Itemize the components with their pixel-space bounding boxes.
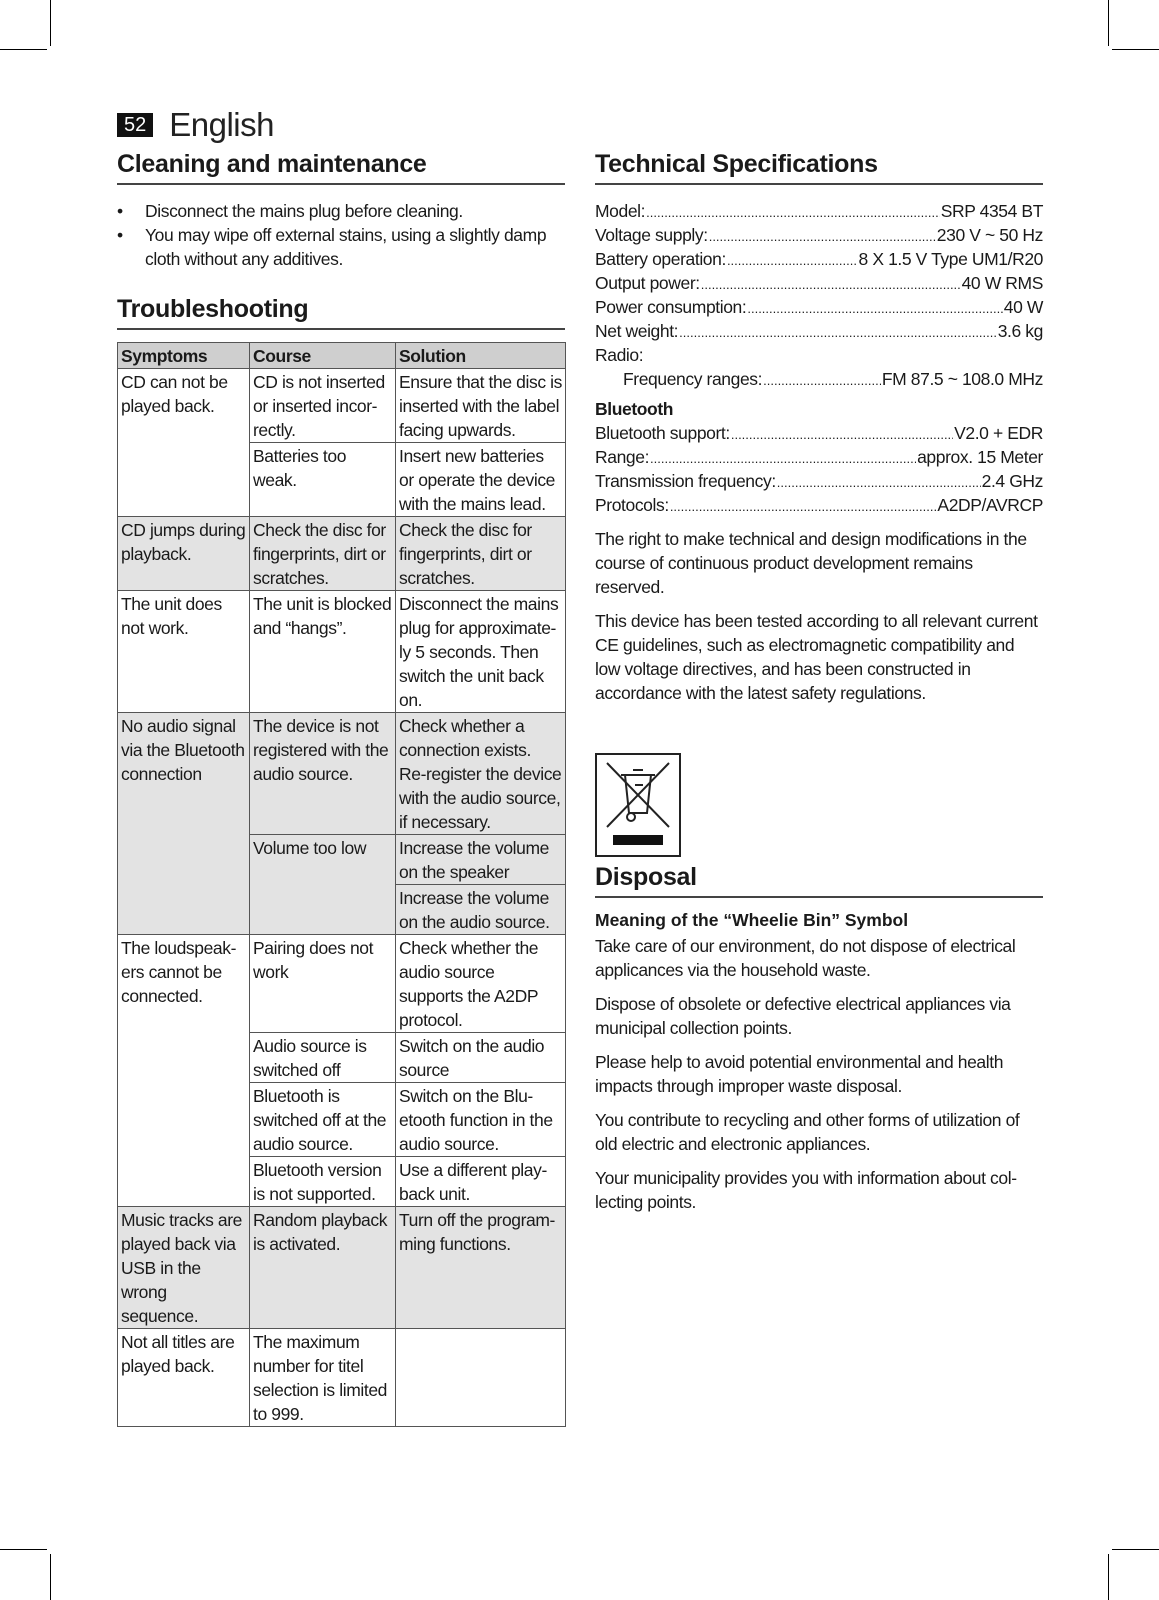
spec-row: [595, 493, 1043, 517]
spec-value: approx. 15 Meter: [917, 447, 1043, 467]
spec-value: 2.4 GHz: [981, 471, 1043, 491]
spec-row: [595, 445, 1043, 469]
spec-row: [595, 295, 1043, 319]
spec-value: A2DP/AVRCP: [937, 495, 1043, 515]
solution-cell: Check whether a connection exists. Re-register the device with the audio source, if necessary.: [396, 713, 566, 835]
table-row: [118, 1329, 566, 1427]
table-row: [118, 713, 566, 835]
spec-label: Bluetooth support:: [595, 423, 730, 443]
solution-cell: Check the disc for fingerprints, dirt or scratches.: [396, 517, 566, 591]
course-cell: Bluetooth is switched off at the audio source.: [250, 1083, 396, 1157]
table-row: [118, 1207, 566, 1329]
radio-label: Radio:: [595, 345, 644, 365]
leader-dots: [650, 445, 916, 465]
disposal-paragraph: Dispose of obsolete or defective electrical appliances via municipal collection points.: [595, 994, 1011, 1038]
solution-cell: Increase the volume on the audio source.: [396, 885, 566, 935]
table-row: [118, 517, 566, 591]
wheelie-bin-graphic: [597, 755, 679, 855]
spec-value: FM 87.5 ~ 108.0 MHz: [881, 369, 1043, 389]
course-cell: The maximum number for titel selection is limited to 999.: [250, 1329, 396, 1427]
course-cell: The unit is blocked and “hangs”.: [250, 591, 396, 713]
symptom-cell: Music tracks are played back via USB in the wrong sequence.: [118, 1207, 250, 1329]
solution-cell: Turn off the program-ming functions.: [396, 1207, 566, 1329]
course-cell: CD is not inserted or inserted incor-rectly.: [250, 369, 396, 443]
leader-dots: [670, 493, 937, 513]
symptom-cell: CD can not be played back.: [118, 369, 250, 517]
spec-label: Net weight:: [595, 321, 679, 341]
list-item: • You may wipe off external stains, using a slightly damp cloth without any additives.: [117, 223, 565, 271]
disposal-paragraph: Please help to avoid potential environmental and health impacts through improper waste disposal.: [595, 1052, 1004, 1096]
column-header: Course: [250, 343, 396, 369]
leader-dots: [646, 199, 940, 219]
right-column: [595, 150, 1043, 1214]
solution-cell: Use a different play-back unit.: [396, 1157, 566, 1207]
crop-mark: [1108, 0, 1109, 46]
page-language: English: [169, 106, 274, 143]
solution-cell: [396, 1329, 566, 1427]
column-header: Symptoms: [118, 343, 250, 369]
leader-dots: [747, 295, 1002, 315]
spec-row: [595, 271, 1043, 295]
bluetooth-heading: Bluetooth: [595, 399, 674, 419]
specs-title: Technical Specifications: [595, 150, 1043, 185]
cleaning-list: [117, 199, 565, 271]
leader-dots: [709, 223, 936, 243]
solution-cell: Switch on the audio source: [396, 1033, 566, 1083]
table-header-row: [118, 343, 566, 369]
spec-note: The right to make technical and design modifications in the course of continuous product development remains reserved.: [595, 529, 1027, 597]
disposal-subheading: Meaning of the “Wheelie Bin” Symbol: [595, 910, 909, 930]
spec-row: [595, 247, 1043, 271]
cleaning-title: Cleaning and maintenance: [117, 150, 565, 185]
leader-dots: [701, 271, 961, 291]
spec-label: Protocols:: [595, 495, 669, 515]
spec-value: SRP 4354 BT: [940, 201, 1043, 221]
solution-cell: Disconnect the mains plug for approximate-ly 5 seconds. Then switch the unit back on.: [396, 591, 566, 713]
spec-label: Voltage supply:: [595, 225, 708, 245]
page-number: 52: [117, 113, 153, 137]
spec-value: 40 W: [1003, 297, 1043, 317]
leader-dots: [777, 469, 981, 489]
course-cell: Check the disc for fingerprints, dirt or scratches.: [250, 517, 396, 591]
spec-note: This device has been tested according to all relevant current CE guidelines, such as electromagnetic compatibility and low voltage directives, and has been constructed in accordance with the latest safety regulations.: [595, 611, 1038, 703]
crop-mark: [50, 1554, 51, 1600]
solution-cell: Increase the volume on the speaker: [396, 835, 566, 885]
spec-row: [595, 223, 1043, 247]
leader-dots: [731, 421, 953, 441]
spec-label: Frequency ranges:: [623, 369, 763, 389]
table-row: [118, 369, 566, 443]
crop-mark: [1108, 1554, 1109, 1600]
left-column: [117, 150, 565, 1427]
leader-dots: [727, 247, 858, 267]
spec-value: V2.0 + EDR: [954, 423, 1043, 443]
column-header: Solution: [396, 343, 566, 369]
crop-mark: [50, 0, 51, 46]
spec-row: [595, 199, 1043, 223]
spec-row: [595, 469, 1043, 493]
solution-cell: Switch on the Blu-etooth function in the audio source.: [396, 1083, 566, 1157]
symptom-cell: The unit does not work.: [118, 591, 250, 713]
table-row: [118, 935, 566, 1033]
course-cell: The device is not registered with the audio source.: [250, 713, 396, 835]
troubleshooting-title: Troubleshooting: [117, 295, 565, 330]
spec-label: Model:: [595, 201, 646, 221]
spec-row: [595, 421, 1043, 445]
spec-value: 230 V ~ 50 Hz: [936, 225, 1043, 245]
course-cell: Pairing does not work: [250, 935, 396, 1033]
troubleshooting-table: [117, 342, 566, 1427]
course-cell: Volume too low: [250, 835, 396, 935]
spec-value: 40 W RMS: [961, 273, 1043, 293]
symptom-cell: The loudspeak-ers cannot be connected.: [118, 935, 250, 1207]
course-cell: Batteries too weak.: [250, 443, 396, 517]
disposal-paragraph: You contribute to recycling and other forms of utilization of old electric and electronic appliances.: [595, 1110, 1020, 1154]
spec-value: 3.6 kg: [997, 321, 1043, 341]
list-item: • Disconnect the mains plug before cleaning.: [117, 199, 565, 223]
spec-value: 8 X 1.5 V Type UM1/R20: [858, 249, 1043, 269]
spec-list: [595, 199, 1043, 517]
solution-cell: Check whether the audio source supports the A2DP protocol.: [396, 935, 566, 1033]
spec-label: Power consumption:: [595, 297, 747, 317]
leader-dots: [679, 319, 997, 339]
symptom-cell: Not all titles are played back.: [118, 1329, 250, 1427]
crop-mark: [0, 49, 47, 50]
disposal-paragraph: Take care of our environment, do not dispose of electrical applicances via the household waste.: [595, 936, 1016, 980]
solution-cell: Ensure that the disc is inserted with the label facing upwards.: [396, 369, 566, 443]
crop-mark: [1112, 1549, 1159, 1550]
disposal-title: Disposal: [595, 863, 1043, 898]
crop-mark: [0, 1549, 47, 1550]
spec-label: Battery operation:: [595, 249, 726, 269]
page-header: [117, 104, 274, 146]
course-cell: Bluetooth version is not supported.: [250, 1157, 396, 1207]
spec-label: Range:: [595, 447, 650, 467]
leader-dots: [763, 367, 881, 387]
spec-label: Transmission frequency:: [595, 471, 776, 491]
spec-row: [595, 319, 1043, 343]
symptom-cell: No audio signal via the Bluetooth connection: [118, 713, 250, 935]
spec-row: [595, 367, 1043, 391]
course-cell: Random playback is activated.: [250, 1207, 396, 1329]
spec-label: Output power:: [595, 273, 700, 293]
disposal-paragraph: Your municipality provides you with information about col-lecting points.: [595, 1168, 1017, 1212]
crossed-wheelie-bin-icon: [595, 753, 681, 857]
solution-cell: Insert new batteries or operate the device with the mains lead.: [396, 443, 566, 517]
course-cell: Audio source is switched off: [250, 1033, 396, 1083]
table-row: [118, 591, 566, 713]
symptom-cell: CD jumps during playback.: [118, 517, 250, 591]
crop-mark: [1112, 49, 1159, 50]
